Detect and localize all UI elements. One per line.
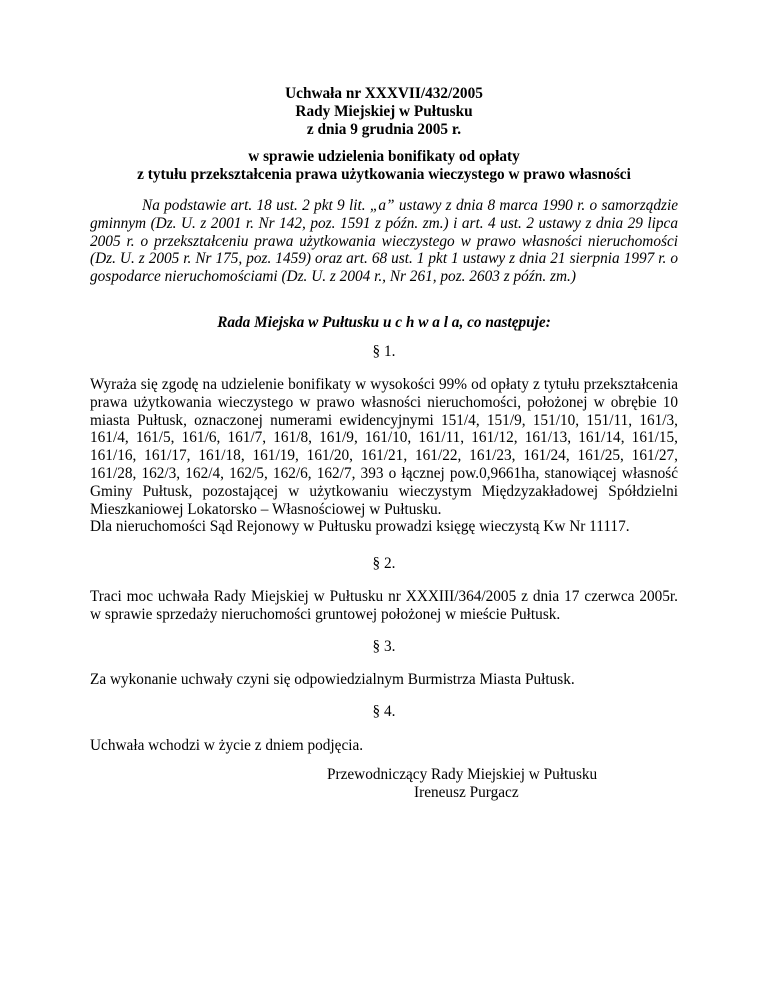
section-1-mark: § 1. xyxy=(372,343,396,360)
section-3-mark: § 3. xyxy=(372,638,396,655)
subject-line-2: z tytułu przekształcenia prawa użytkowania wieczystego w prawo własności xyxy=(137,165,631,183)
section-4-body xyxy=(90,737,678,755)
section-4-mark: § 4. xyxy=(372,703,396,720)
signatory-role: Przewodniczący Rady Miejskiej w Pułtusku xyxy=(327,766,598,783)
issuing-council: Rady Miejskiej w Pułtusku xyxy=(295,102,473,120)
section-2-paragraph-1: Traci moc uchwała Rady Miejskiej w Pułtusku nr XXXIII/364/2005 z dnia 17 czerwca 2005r. w sprawie sprzedaży nieruchomości gruntowej położonej w mieście Pułtusk. xyxy=(90,588,678,623)
section-3-body xyxy=(90,671,678,689)
resolution-title-block xyxy=(0,85,768,138)
council-decides-heading: Rada Miejska w Pułtusku u c h w a l a, co następuje: xyxy=(217,314,551,331)
section-3-paragraph-1: Za wykonanie uchwały czyni się odpowiedzialnym Burmistrza Miasta Pułtusk. xyxy=(90,671,575,688)
section-2-body xyxy=(90,588,678,624)
subject-line-1: w sprawie udzielenia bonifikaty od opłaty xyxy=(248,148,520,165)
section-4-paragraph-1: Uchwała wchodzi w życie z dniem podjęcia. xyxy=(90,737,364,754)
section-1-paragraph-1: Wyraża się zgodę na udzielenie bonifikaty w wysokości 99% od opłaty z tytułu przekształcenia prawa użytkowania wieczystego w prawo własności nieruchomości, położonej w obrębie 10 miasta Pułtusk, oznaczonej numerami ewidencyjnymi 151/4, 151/9, 151/10, 151/11, 161/3, 161/4, 161/5, 161/6, 161/7, 161/8, 161/9, 161/10, 161/11, 161/12, 161/13, 161/14, 161/15, 161/16, 161/17, 161/18, 161/19, 161/20, 161/21, 161/22, 161/23, 161/24, 161/25, 161/27, 161/28, 162/3, 162/4, 162/5, 162/6, 162/7, 393 o łącznej pow.0,9661ha, stanowiącej własność Gminy Pułtusk, pozostającej w użytkowaniu wieczystym Międzyzakładowej Spółdzielni Mieszkaniowej Lokatorsko – Własnościowej w Pułtusku. xyxy=(90,376,678,518)
legal-basis: Na podstawie art. 18 ust. 2 pkt 9 lit. „a” ustawy z dnia 8 marca 1990 r. o samorządzie gminnym (Dz. U. z 2001 r. Nr 142, poz. 1591 z późn. zm.) i art. 4 ust. 2 ustawy z dnia 29 lipca 2005 r. o przekształceniu prawa użytkowania wieczystego w prawo własności nieruchomości (Dz. U. z 2005 r. Nr 175, poz. 1459) oraz art. 68 ust. 1 pkt 1 ustawy z dnia 21 sierpnia 1997 r. o gospodarce nieruchomościami (Dz. U. z 2004 r., Nr 261, poz. 2603 z późn. zm.) xyxy=(90,197,678,286)
section-2-mark: § 2. xyxy=(372,555,396,572)
section-1-body xyxy=(90,376,678,536)
signatory-name: Ireneusz Purgacz xyxy=(414,784,519,801)
section-1-paragraph-2: Dla nieruchomości Sąd Rejonowy w Pułtusku prowadzi księgę wieczystą Kw Nr 11117. xyxy=(90,518,630,536)
resolution-date: z dnia 9 grudnia 2005 r. xyxy=(306,120,462,138)
resolution-subject xyxy=(0,148,768,184)
resolution-number: Uchwała nr XXXVII/432/2005 xyxy=(285,85,483,102)
